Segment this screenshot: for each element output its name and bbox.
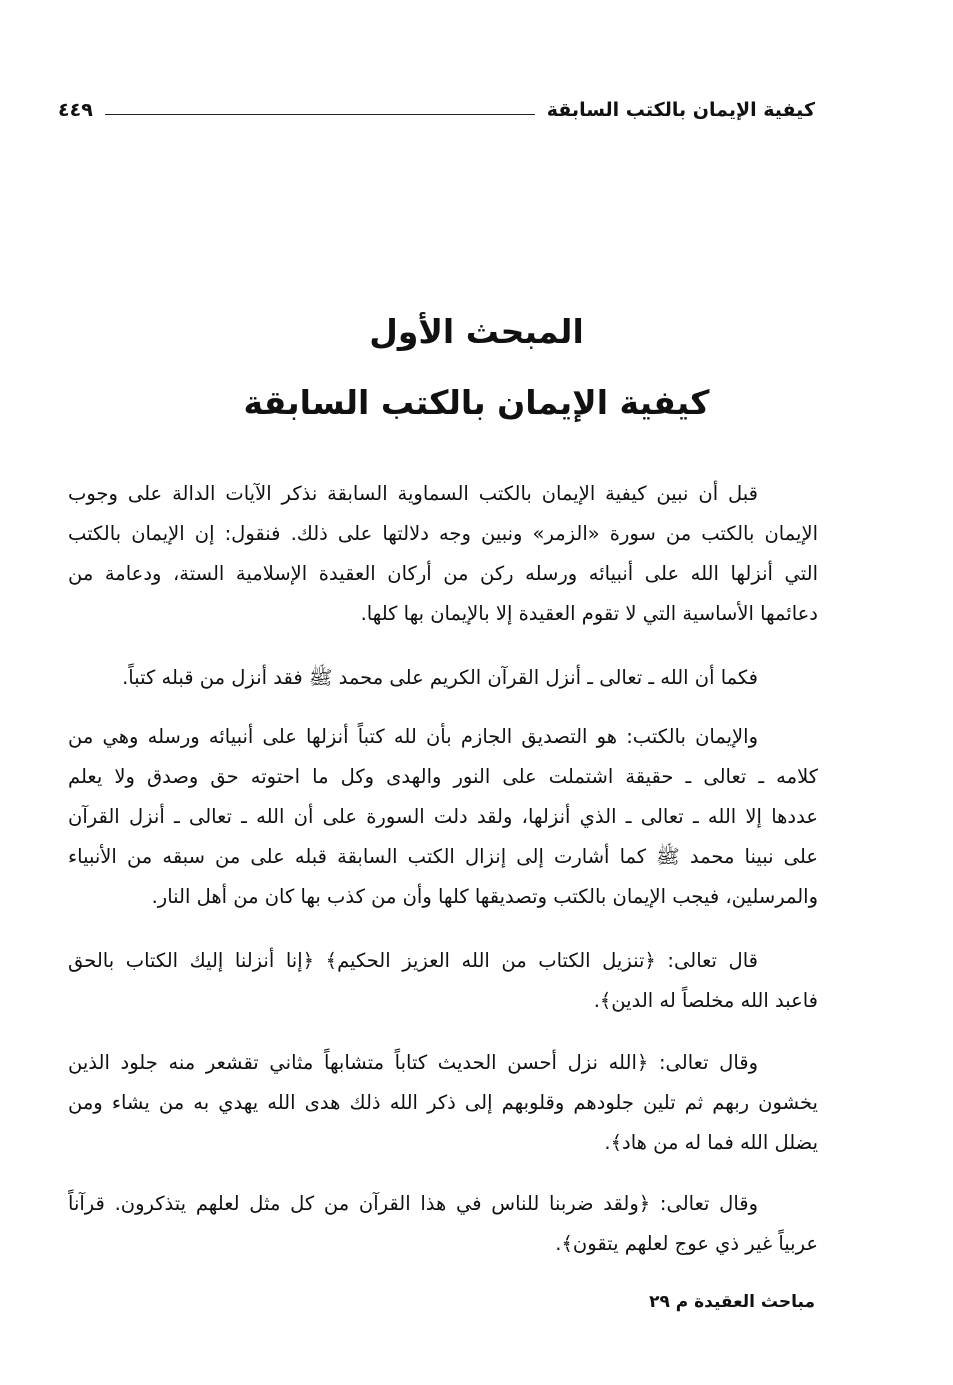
footer-signature: مباحث العقيدة م ٢٩ <box>649 1292 815 1312</box>
header-rule <box>105 114 535 115</box>
text-line: قال تعالى: ﴿تنزيل الكتاب من الله العزيز الحكيم﴾ ﴿إنا أنزلنا إليك الكتاب بالحق <box>68 949 758 972</box>
paragraph-intro <box>68 474 818 634</box>
text-line: وقال تعالى: ﴿ولقد ضربنا للناس في هذا القرآن من كل مثل لعلهم يتذكرون. قرآناً <box>68 1192 758 1215</box>
text-line: قبل أن نبين كيفية الإيمان بالكتب السماوية السابقة نذكر الآيات الدالة على وجوب <box>68 482 758 505</box>
text-line: فاعبد الله مخلصاً له الدين﴾. <box>593 989 818 1012</box>
section-heading: المبحث الأول <box>369 312 584 351</box>
text-line: عددها إلا الله ـ تعالى ـ الذي أنزلها، ولقد دلت السورة على أن الله ـ تعالى ـ أنزل القرآن <box>68 805 818 828</box>
paragraph-quran-verse-1 <box>68 941 818 1021</box>
text-line: عربياً غير ذي عوج لعلهم يتقون﴾. <box>555 1232 818 1255</box>
paragraph-definition <box>68 717 818 917</box>
text-line: يخشون ربهم ثم تلين جلودهم وقلوبهم إلى ذكر الله ذلك هدى الله يهدي به من يشاء ومن <box>68 1091 818 1114</box>
page-number: ٤٤٩ <box>58 99 93 121</box>
chapter-heading: كيفية الإيمان بالكتب السابقة <box>243 383 710 422</box>
paragraph-quran-verse-2 <box>68 1043 818 1163</box>
text-line: والمرسلين، فيجب الإيمان بالكتب وتصديقها كلها وأن من كذب بها كان من أهل النار. <box>151 885 818 908</box>
text-line: يضلل الله فما له من هاد﴾. <box>604 1131 818 1154</box>
text-line: دعائمها الأساسية التي لا تقوم العقيدة إلا بالإيمان بها كلها. <box>360 602 818 625</box>
running-header-title: كيفية الإيمان بالكتب السابقة <box>546 99 815 121</box>
paragraph-books-revealed <box>68 658 818 698</box>
text-line: الإيمان بالكتب من سورة «الزمر» ونبين وجه دلالتها على ذلك. فنقول: إن الإيمان بالكتب <box>68 522 818 545</box>
text-line: والإيمان بالكتب: هو التصديق الجازم بأن لله كتباً أنزلها على أنبيائه ورسله وهي من <box>68 725 758 748</box>
text-line: على نبينا محمد ﷺ كما أشارت إلى إنزال الكتب السابقة قبله على من سبقه من الأنبياء <box>68 845 818 868</box>
text-line: وقال تعالى: ﴿الله نزل أحسن الحديث كتاباً متشابهاً مثاني تقشعر منه جلود الذين <box>68 1051 758 1074</box>
text-line: كلامه ـ تعالى ـ حقيقة اشتملت على النور والهدى وكل ما احتوته حق وصدق ولا يعلم <box>68 765 818 788</box>
text-line: التي أنزلها الله على أنبيائه ورسله ركن من أركان العقيدة الإسلامية الستة، ودعامة من <box>68 562 818 585</box>
running-header <box>58 93 815 127</box>
paragraph-quran-verse-3 <box>68 1184 818 1264</box>
text-line: فكما أن الله ـ تعالى ـ أنزل القرآن الكريم على محمد ﷺ فقد أنزل من قبله كتباً. <box>122 666 758 689</box>
